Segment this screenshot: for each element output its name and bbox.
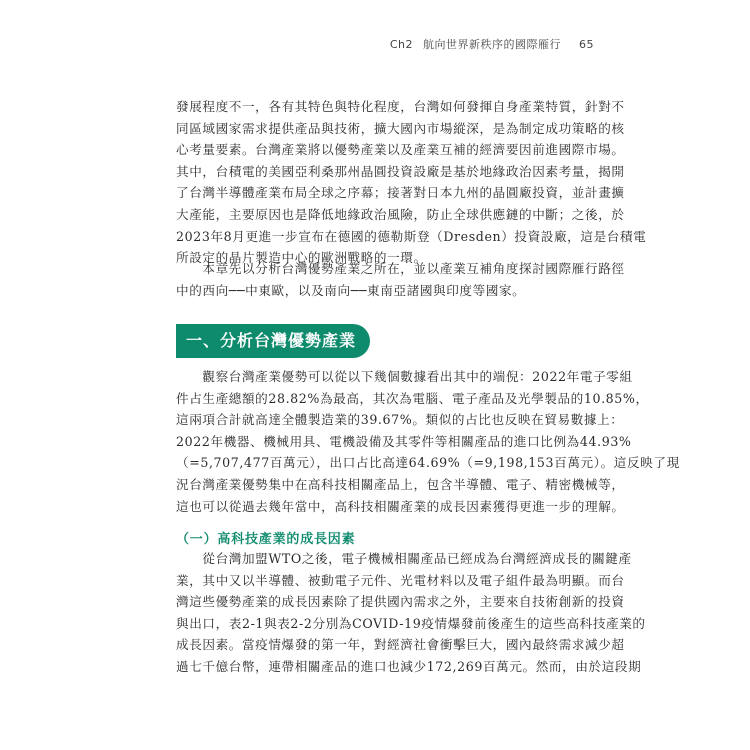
page-number: 65 — [579, 38, 594, 51]
paragraph-2 — [176, 258, 625, 301]
text-line: 心考量要素。台灣產業將以優勢產業以及產業互補的經濟要因前進國際市場。 — [176, 142, 625, 158]
text-line: 2022年機器、機械用具、電機設備及其零件等相關產品的進口比例為44.93% — [176, 433, 632, 449]
text-line: 灣這些優勢產業的成長因素除了提供國內需求之外，主要來自技術創新的投資 — [176, 594, 625, 610]
text-line: 況台灣產業優勢集中在高科技相關產品上，包含半導體、電子、精密機械等， — [176, 476, 625, 492]
text-line: 了台灣半導體產業布局全球之序幕；接著對日本九州的晶圓廠投資，並計畫擴 — [176, 185, 625, 201]
text-line: 觀察台灣產業優勢可以從以下幾個數據看出其中的端倪：2022年電子零組 — [176, 369, 633, 384]
text-line: 2023年8月更進一步宣布在德國的德勒斯登（Dresden）投資設廠，這是台積電 — [176, 228, 647, 244]
text-line: 這也可以從過去幾年當中，高科技相關產業的成長因素獲得更進一步的理解。 — [176, 498, 625, 514]
text-line: 從台灣加盟WTO之後，電子機械相關產品已經成為台灣經濟成長的關鍵產 — [176, 551, 632, 566]
text-line: 成長因素。當疫情爆發的第一年，對經濟社會衝擊巨大，國內最終需求減少超 — [176, 637, 625, 653]
chapter-title: 航向世界新秩序的國際雁行 — [423, 38, 561, 51]
text-line: 過七千億台幣，連帶相關產品的進口也減少172,269百萬元。然而，由於這段期 — [176, 658, 642, 674]
chapter-label: Ch2 — [389, 38, 413, 51]
text-line: （=5,707,477百萬元），出口占比高達64.69%（=9,198,153百萬元）。這反映了現 — [176, 455, 680, 471]
paragraph-4 — [176, 548, 646, 678]
paragraph-3 — [176, 366, 680, 517]
text-line: 業，其中又以半導體、被動電子元件、光電材料以及電子組件最為明顯。而台 — [176, 572, 625, 588]
text-line: 發展程度不一，各有其特色與特化程度，台灣如何發揮自身產業特質，針對不 — [176, 99, 625, 114]
sub-heading: （一）高科技產業的成長因素 — [176, 532, 356, 547]
text-line: 這兩項合計就高達全體製造業的39.67%。類似的占比也反映在貿易數據上： — [176, 412, 624, 428]
text-line: 大產能，主要原因也是降低地緣政治風險，防止全球供應鏈的中斷；之後，於 — [176, 206, 625, 222]
paragraph-1 — [176, 96, 647, 269]
text-line: 與出口，表2-1與表2-2分別為COVID-19疫情爆發前後產生的這些高科技產業的 — [176, 615, 646, 631]
section-heading: 一、分析台灣優勢產業 — [176, 324, 370, 358]
text-line: 中的西向──中東歐，以及南向──東南亞諸國與印度等國家。 — [176, 282, 526, 298]
running-header — [390, 36, 594, 52]
text-line: 件占生產總額的28.82%為最高，其次為電腦、電子產品及光學製品的10.85%， — [176, 390, 649, 406]
text-line: 同區域國家需求提供產品與技術，擴大國內市場縱深，是為制定成功策略的核 — [176, 120, 625, 136]
text-line: 所設定的晶片製造中心的歐洲戰略的一環。 — [176, 250, 427, 266]
text-line: 其中，台積電的美國亞利桑那州晶圓投資設廠是基於地緣政治因素考量，揭開 — [176, 163, 625, 179]
text-line: 本章先以分析台灣優勢產業之所在，並以產業互補角度探討國際雁行路徑 — [176, 261, 625, 276]
